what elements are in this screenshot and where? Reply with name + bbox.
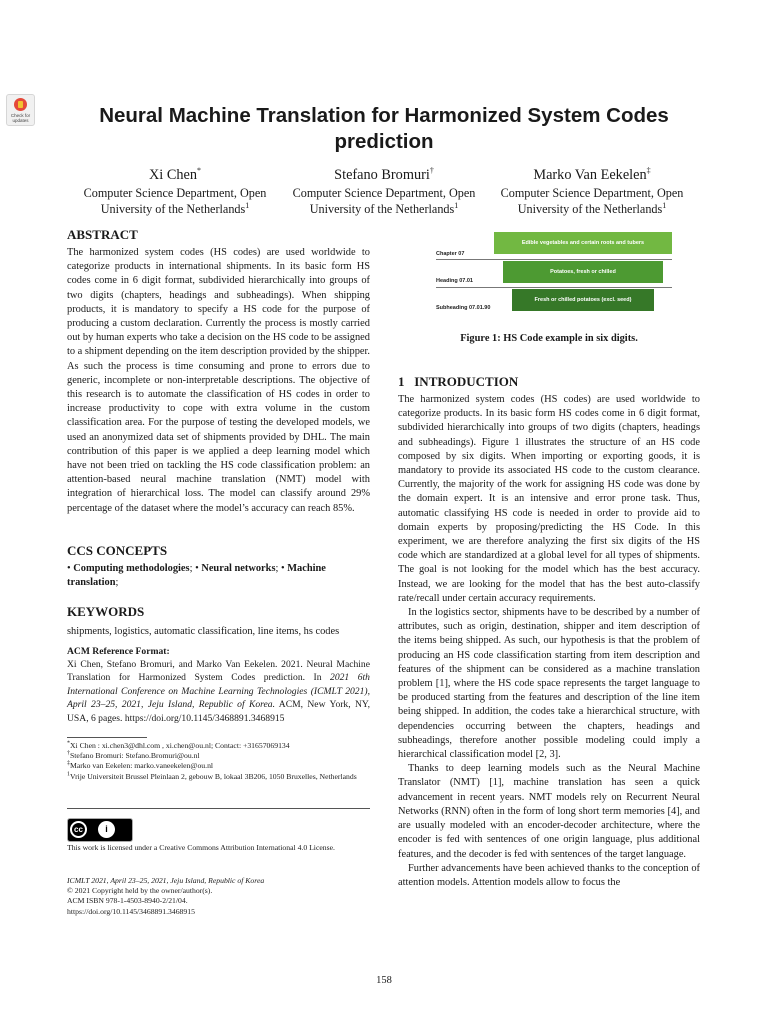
bookmark-icon: [14, 98, 27, 111]
subheading-bar-text: Fresh or chilled potatoes (excl. seed): [534, 297, 632, 303]
author-mark: *: [197, 166, 202, 176]
keywords-heading: KEYWORDS: [67, 604, 145, 619]
keywords-text: shipments, logistics, automatic classification, line items, hs codes: [67, 626, 340, 637]
figure-caption: Figure 1: HS Code example in six digits.: [460, 333, 638, 344]
license-text: This work is licensed under a Creative Commons Attribution International 4.0 License.: [67, 843, 335, 852]
heading-bar: [503, 261, 663, 283]
affiliation-mark: 1: [245, 200, 250, 210]
ccs-item: Computing methodologies: [73, 563, 190, 574]
paragraph: Thanks to deep learning models such as the Neural Machine Translator (NMT) [1], machine translation has seen a quick advancement in recent years. NMT models rely on Recurrent Neural Networks (RNN) often in the form of long short term memories [4], and are usually modeled with an encoder-decoder architecture, where the encoder is fed with sentences of one origin language, plus additional features, and the decoder is fed with sentences of the target language.: [398, 763, 700, 860]
abstract-heading: ABSTRACT: [67, 227, 138, 242]
paragraph: Further advancements have been achieved thanks to the conception of attention models. Attention models allow to focus the: [398, 862, 700, 888]
section-number: 1: [398, 374, 405, 389]
footnote-mark: †: [67, 750, 70, 757]
subheading-bar: [512, 289, 654, 311]
reference-format-heading: ACM Reference Format:: [67, 646, 170, 657]
footnote-text: Marko van Eekelen: marko.vaneekelen@ou.nl: [70, 761, 214, 771]
footnote-mark: ‡: [67, 760, 70, 767]
author-name: Xi Chen: [148, 167, 198, 183]
hs-code-figure: [436, 232, 672, 316]
author-affiliation: Computer Science Department, Open University of the Netherlands: [500, 186, 684, 216]
reference-text: ACM, New York, NY, USA, 6 pages. https://doi.org/10.1145/3468891.3468915: [67, 699, 370, 724]
footnote-text: Xi Chen : xi.chen3@dhl.com , xi.chen@ou.nl; Contact: +31657069134: [70, 741, 290, 750]
author-affiliation: Computer Science Department, Open University of the Netherlands: [292, 186, 476, 216]
cc-icon: cc: [70, 821, 87, 838]
paper-title: Neural Machine Translation for Harmonized System Codes prediction: [99, 104, 669, 153]
page-number: 158: [376, 975, 392, 986]
ccs-item: Neural networks: [201, 563, 276, 574]
reference-text: Xi Chen, Stefano Bromuri, and Marko Van Eekelen. 2021. Neural Machine Translation for Harmonized System Codes prediction. In: [67, 659, 370, 684]
footnote-mark: 1: [67, 771, 70, 778]
footnote-text: Stefano Bromuri: Stefano.Bromuri@ou.nl: [70, 751, 200, 761]
heading-line: [436, 287, 672, 288]
author-block: [72, 166, 278, 217]
footnote: [67, 751, 370, 761]
check-for-updates-badge[interactable]: [6, 94, 35, 126]
paragraph: The harmonized system codes (HS codes) are used worldwide to categorize products. In its basic form HS codes come in 6 digit format, subdivided hierarchically into groups of two digits (chapters, headings and subheadings). Figure 1 illustrates the structure of an HS code composed by six digits. When importing or exporting goods, it is mandatory to provide its associated HS code to the custom clearance. Currently, the majority of the work for assigning HS code was done by the domain expert. It is an intensive and error prone task. Thus, automatic classifying HS code is needed in order to provide aid to domain experts by proposing/predicting the HS Code. In this experiment, we are therefore analyzing the first six digits of the HS code which are standardized at a global level for all types of shipments. The goal is not looking for the model which has the best accuracy. Instead, we are looking for the model that has the best auto-classify rate/recall under certain accuracy requirements.: [398, 394, 700, 604]
heading-label: Heading 07.01: [436, 278, 473, 284]
reference-format-text: [67, 658, 370, 725]
author-name: Stefano Bromuri: [334, 167, 430, 183]
check-for-updates-label: Check for updates: [10, 113, 31, 123]
footnote: [67, 741, 370, 751]
copyright-line: © 2021 Copyright held by the owner/author(s).: [67, 886, 213, 896]
footnote: [67, 772, 370, 782]
footnotes: [67, 741, 370, 782]
author-block: [489, 166, 695, 217]
footnote: [67, 761, 370, 771]
author-name: Marko Van Eekelen: [533, 167, 647, 183]
creative-commons-badge[interactable]: [67, 818, 133, 842]
author-mark: †: [429, 166, 434, 176]
footnote-rule: [67, 737, 147, 738]
introduction-heading: [398, 374, 700, 390]
author-affiliation: Computer Science Department, Open University of the Netherlands: [83, 186, 267, 216]
conference-line: ICMLT 2021, April 23–25, 2021, Jeju Island, Republic of Korea: [67, 876, 265, 885]
chapter-line: [436, 259, 672, 260]
footnote-mark: *: [67, 740, 70, 747]
chapter-bar-text: Edible vegetables and certain roots and tubers: [521, 240, 645, 246]
heading-bar-text: Potatoes, fresh or chilled: [550, 269, 616, 275]
conference-info: [67, 876, 370, 917]
author-mark: ‡: [646, 166, 651, 176]
chapter-bar: [494, 232, 672, 254]
isbn-line: ACM ISBN 978-1-4503-8940-2/21/04.: [67, 896, 188, 906]
section-title: INTRODUCTION: [414, 374, 519, 389]
attribution-icon: i: [98, 821, 115, 838]
affiliation-mark: 1: [662, 200, 667, 210]
ccs-heading: CCS CONCEPTS: [67, 543, 168, 558]
footnote-text: Vrije Universiteit Brussel Pleinlaan 2, gebouw B, lokaal 3B206, 1050 Bruxelles, Netherlands: [70, 771, 357, 781]
chapter-label: Chapter 07: [436, 251, 465, 257]
license-rule: [67, 808, 370, 809]
affiliation-mark: 1: [454, 200, 459, 210]
paragraph: In the logistics sector, shipments have to be described by a number of attributes, such as origin, destination, shipper and item description of the items being shipped. As such, our hypothesis is that the problem of producing an HS code classification starting from item description and features of the shipment can be considered as a machine translation problem [1], where the HS code space represents the target language to be produced starting from the features and description of the line item being shipped. In addition, the codes take a hierarchical structure, with dependencies occurring between the chapters, headings and subheadings, therefore another possible modeling could imply a hierarchical classification model [2, 3].: [398, 607, 700, 761]
subheading-label: Subheading 07.01.90: [436, 305, 491, 311]
ccs-item: Machine translation: [67, 563, 326, 589]
abstract-text: The harmonized system codes (HS codes) are used worldwide to categorize products in international shipments. In its basic form HS codes come in 6 digit format, subdivided hierarchically into groups of two digits (chapters, headings and subheadings). When shipping products, it is mandatory to specify a HS code for the purpose of producing a custom declaration. Currently the process is mostly carried out by human experts who take a decision on the HS code to be assigned to a shipment depending on the item description provided by the shipper. As such the process is time consuming and prone to errors due to generic, incomplete or non-interpretable descriptions. The objective of this research is to automate the classification of HS codes in order to increase productivity to cope with extra volume in the custom classification area. For the purpose of testing the developed models, we used an anonymized data set of shipments provided by DHL. The main contribution of this paper is we applied a deep learning model which have not been tried on tackling the HS code classification problem: an attention-based neural machine translation (NMT) model with integration of hierarchical loss. The model can classify around 29% percentage of the dataset where the model’s accuracy can reach 85%.: [67, 247, 371, 514]
reference-venue: 2021 6th International Conference on Machine Learning Technologies (ICMLT 2021), April 23–25, 2021, Jeju Island, Republic of Korea.: [67, 672, 370, 711]
author-block: [281, 166, 487, 217]
doi-line: https://doi.org/10.1145/3468891.3468915: [67, 906, 195, 916]
ccs-concepts: • Computing methodologies; • Neural networks; • Machine translation;: [67, 563, 326, 589]
introduction-body: [398, 393, 700, 890]
